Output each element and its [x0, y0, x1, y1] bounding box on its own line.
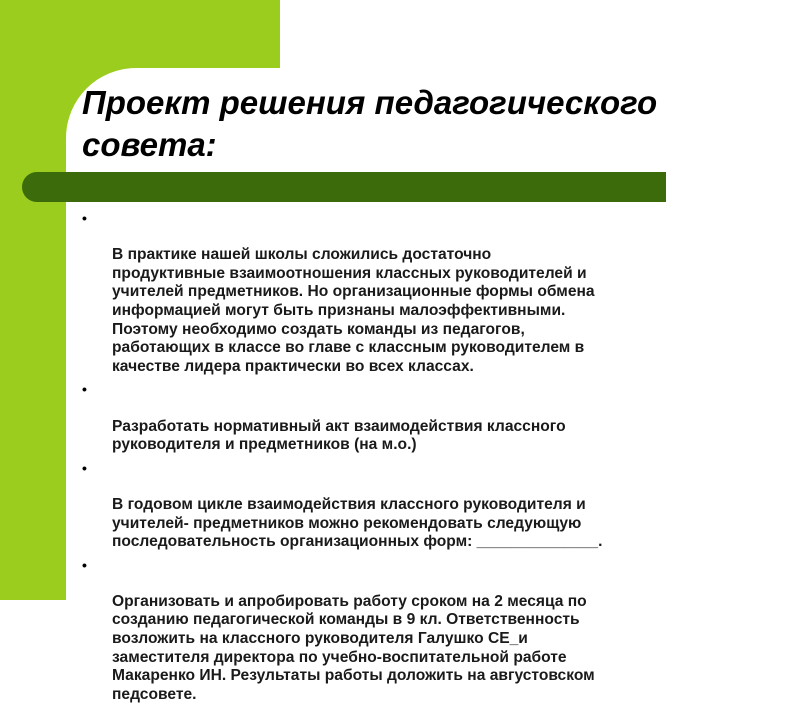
bullet-text: В практике нашей школы сложились достаточно продуктивные взаимоотношения классных руководителей и учителей предметников. Но организационные формы обмена информацией могут быть признаны малоэффективными. Поэтому необходимо создать команды из педагогов, работающих в классе во главе с классным руководителем в качестве лидера практически во всех классах. [112, 246, 595, 375]
bullet-dot-icon: • [82, 459, 87, 476]
bullet-item [82, 459, 742, 552]
bullet-dot-icon: • [82, 556, 87, 573]
bullet-item [82, 556, 742, 705]
bullet-list [82, 209, 742, 708]
bullet-item [82, 209, 742, 376]
bullet-dot-icon: • [82, 381, 87, 398]
slide-title: Проект решения педагогического совета: [82, 84, 658, 163]
bullet-dot-icon: • [82, 210, 87, 226]
title-divider-bar [22, 172, 666, 202]
bullet-text: Организовать и апробировать работу сроком на 2 месяца по созданию педагогической команды в 9 кл. Ответственность возложить на классного руководителя Галушко СЕ_и заместителя директора по учебно-воспитательной работе Макаренко ИН. Результаты работы доложить на августовском педсовете. [112, 592, 595, 703]
bullet-text: Разработать нормативный акт взаимодействия классного руководителя и предметников (на м.о.) [112, 417, 566, 454]
bullet-item [82, 380, 742, 454]
bullet-text: В годовом цикле взаимодействия классного руководителя и учителей- предметников можно рекомендовать следующую последовательность организационных форм: ______________. [112, 495, 603, 551]
